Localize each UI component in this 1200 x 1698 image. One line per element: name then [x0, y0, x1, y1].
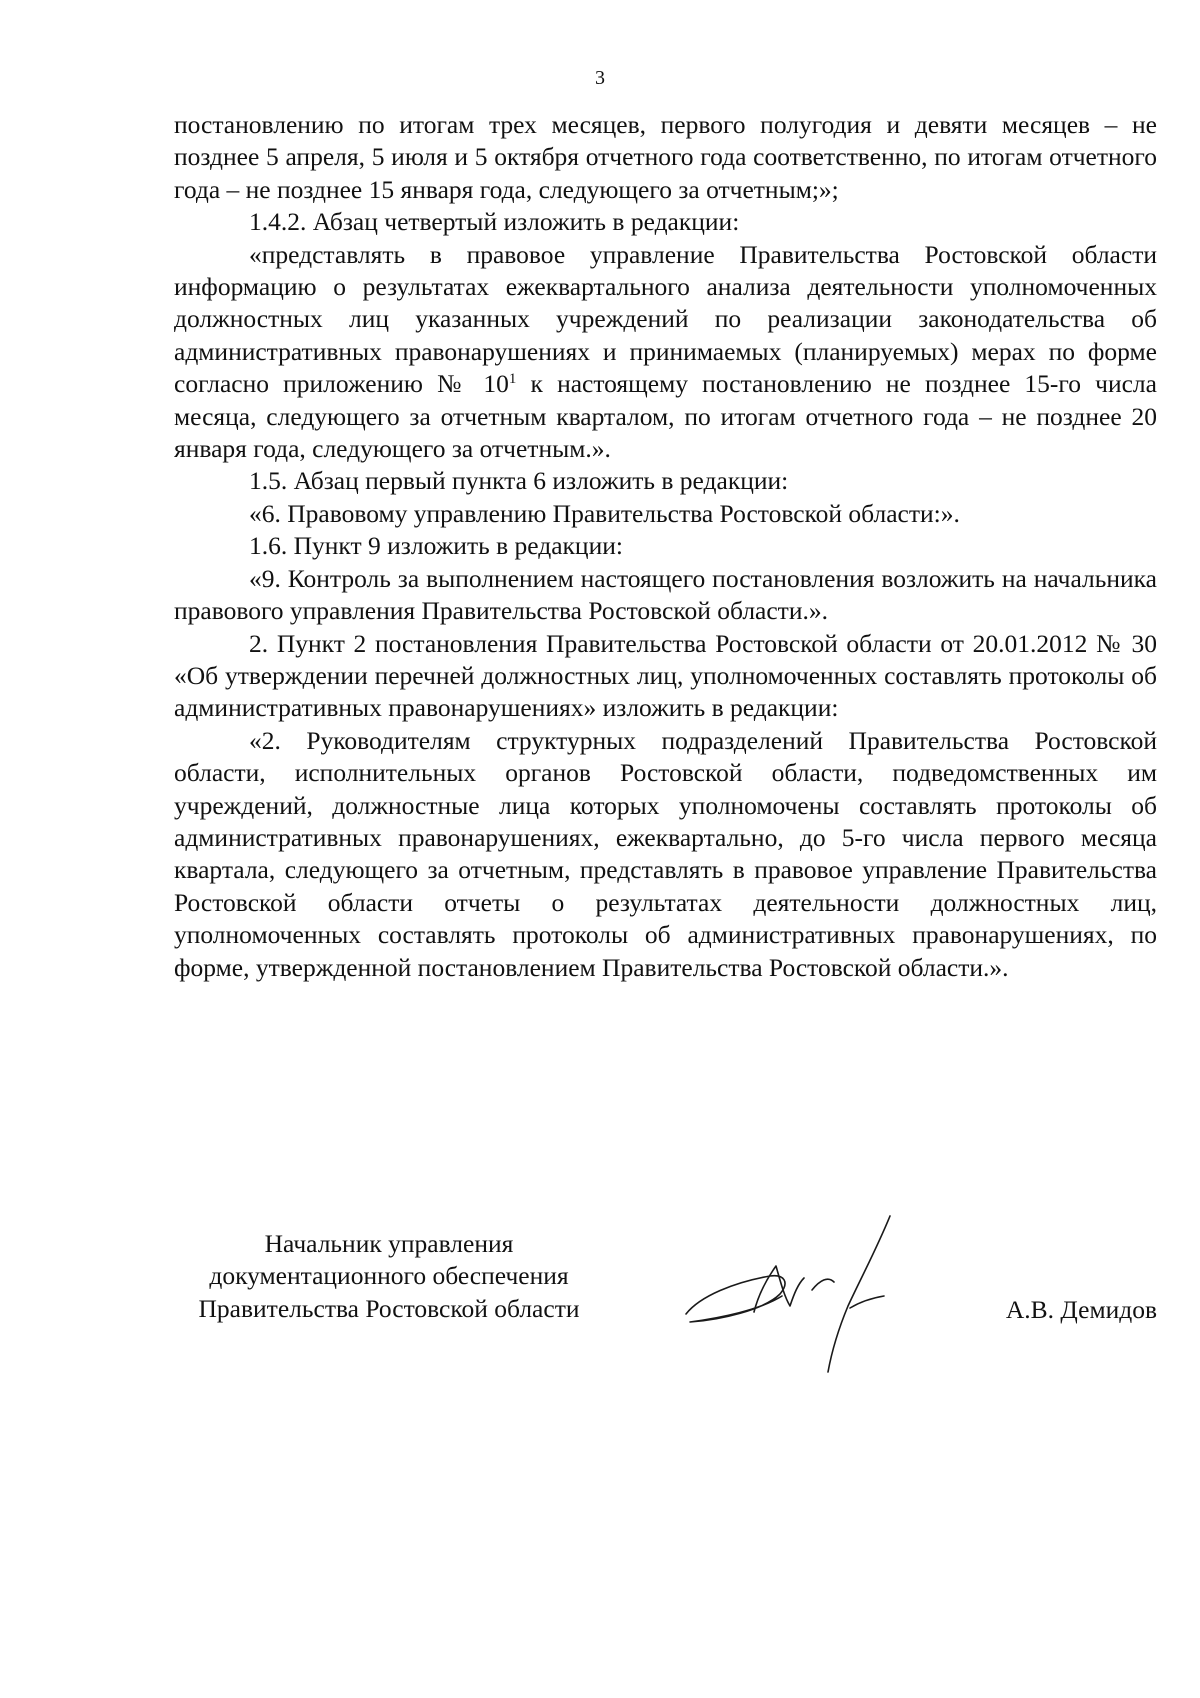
signer-title-line: Правительства Ростовской области [198, 1293, 580, 1323]
paragraph-1-6: 1.6. Пункт 9 изложить в редакции: [249, 531, 623, 561]
signature-stroke [812, 1279, 834, 1290]
paragraph-1-4-2: 1.4.2. Абзац четвертый изложить в редакции: [249, 207, 740, 237]
appendix-superscript: 1 [508, 371, 517, 388]
signature-stroke [828, 1216, 890, 1372]
paragraph-quote-2: «2. Руководителям структурных подразделений Правительства Ростовской области, исполнительных органов Ростовской области, подведомственных им учреждений, должностные лица которых уполномочены составлять протоколы об административных правонарушениях, ежеквартально, до 5-го числа первого месяца квартала, следующего за отчетным, представлять в правовое управление Правительства Ростовской области отчеты о результатах деятельности должностных лиц, уполномоченных составлять протоколы об административных правонарушениях, по форме, утвержденной постановлением Правительства Ростовской области.». [174, 725, 1157, 982]
paragraph-1-5: 1.5. Абзац первый пункта 6 изложить в редакции: [249, 466, 789, 496]
signer-title-line: Начальник управления [264, 1229, 514, 1258]
document-body [174, 109, 1157, 984]
page-number: 3 [595, 67, 605, 89]
handwritten-signature [680, 1210, 930, 1390]
quote-text-start: «представлять в правовое управление Правительства Ростовской области информацию о результатах ежеквартального анализа деятельности уполномоченных должностных лиц указанных учреждений по реализации законодательства об административных правонарушениях и принимаемых (планируемых) мерах по форме согласно приложению № 10 [174, 239, 1157, 399]
signer-title-line: документационного обеспечения [209, 1261, 569, 1291]
paragraph-continuation: постановлению по итогам трех месяцев, первого полугодия и девяти месяцев – не позднее 5 апреля, 5 июля и 5 октября отчетного года соответственно, по итогам отчетного года – не позднее 15 января года, следующего за отчетным;»; [174, 110, 1157, 204]
paragraph-2: 2. Пункт 2 постановления Правительства Ростовской области от 20.01.2012 № 30 «Об утверждении перечней должностных лиц, уполномоченных составлять протоколы об административных правонарушениях» изложить в редакции: [174, 628, 1157, 723]
paragraph-quote-6: «6. Правовому управлению Правительства Ростовской области:». [249, 498, 960, 528]
paragraph-quote-representation [174, 239, 1157, 466]
paragraph-quote-9: «9. Контроль за выполнением настоящего постановления возложить на начальника правового управления Правительства Ростовской области.». [174, 563, 1157, 626]
signer-title [174, 1228, 604, 1325]
signature-stroke [686, 1276, 785, 1322]
signature-stroke [850, 1296, 884, 1308]
signer-name: А.В. Демидов [1005, 1295, 1157, 1324]
quote-text-end: к настоящему постановлению не позднее 15-го числа месяца, следующего за отчетным кварталом, по итогам отчетного года – не позднее 20 января года, следующего за отчетным.». [174, 369, 1157, 464]
